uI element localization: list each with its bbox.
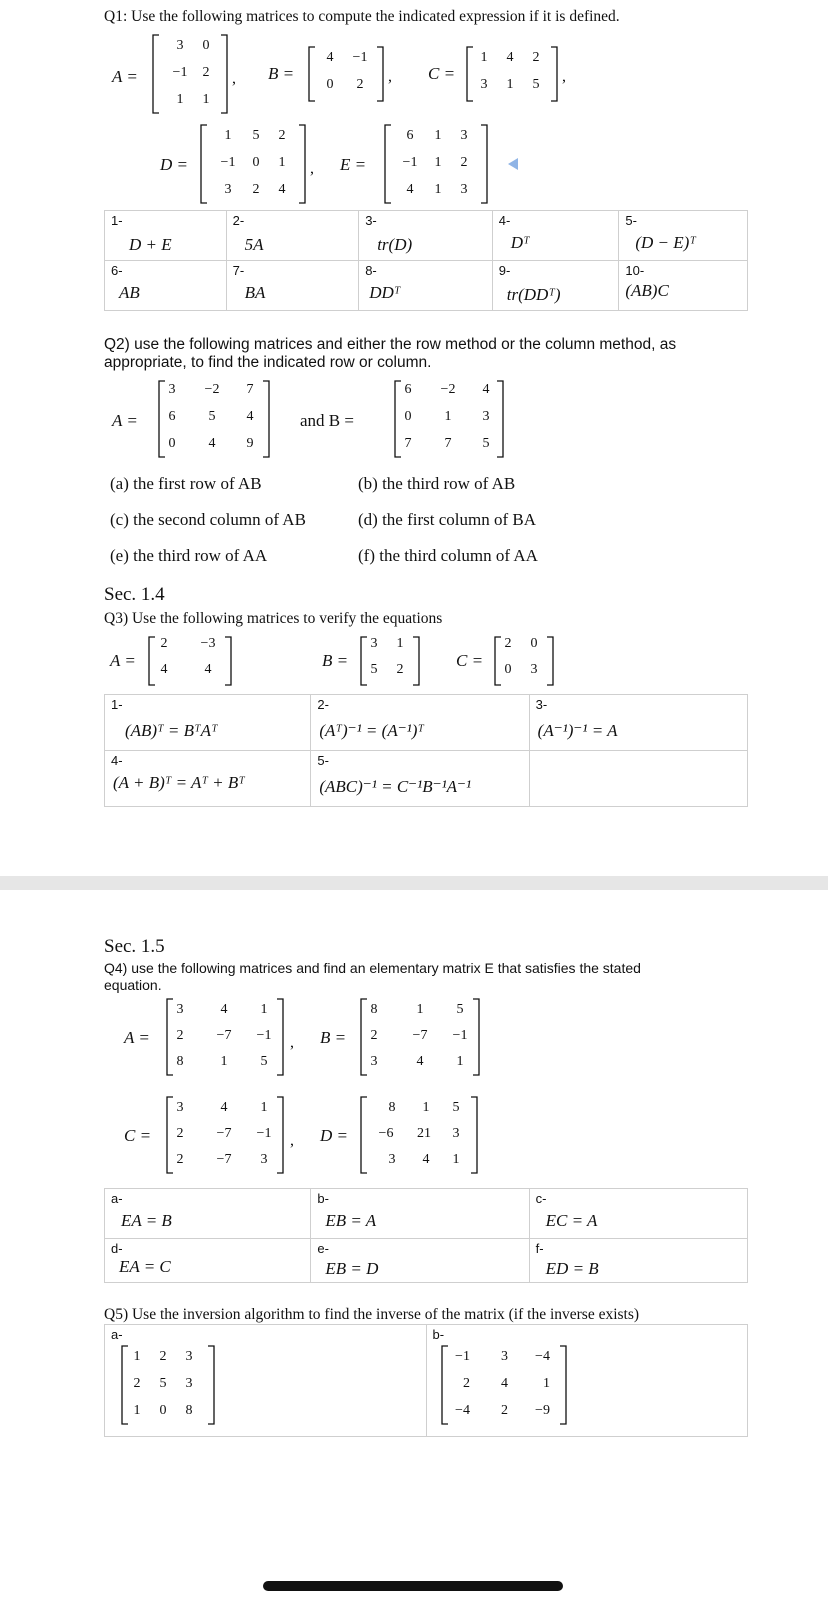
matrix-label: E =	[340, 155, 367, 174]
matrix-cell: 2	[370, 1028, 378, 1043]
matrix-cell: 4	[482, 382, 490, 397]
item-number: 3-	[535, 697, 548, 712]
matrix-cell: 8	[388, 1100, 396, 1115]
q2-title-line-2: appropriate, to find the indicated row or column.	[104, 354, 432, 371]
matrix-label: C =	[428, 64, 456, 83]
matrix-cell: 1	[224, 128, 232, 143]
matrix-label: D =	[320, 1126, 348, 1145]
sec15-heading: Sec. 1.5	[104, 936, 165, 957]
item-expression: AB	[119, 283, 140, 302]
q3-equation-table	[104, 694, 748, 807]
matrix-cell: 3	[480, 77, 488, 92]
item-expression: EA = C	[119, 1257, 171, 1276]
matrix-cell: 21	[417, 1126, 431, 1141]
matrix-cell: −1	[452, 1028, 468, 1043]
matrix-cell: 1	[434, 182, 442, 197]
matrix-cell: 2	[159, 1349, 167, 1364]
matrix-cell: 1	[434, 155, 442, 170]
matrix-cell: 2	[278, 128, 286, 143]
item-number: b-	[317, 1191, 329, 1206]
q2-part-a: (a) the first row of AB	[110, 474, 262, 493]
item-expression: (AB)C	[625, 281, 669, 300]
matrix-cell: 6	[406, 128, 414, 143]
matrix-cell: 1	[434, 128, 442, 143]
matrix-cell: 4	[208, 436, 216, 451]
matrix-cell: 3	[185, 1376, 193, 1391]
matrix-cell: 1	[278, 155, 286, 170]
item-number: 9-	[498, 263, 511, 278]
matrix-cell: 1	[456, 1054, 464, 1069]
matrix-cell: −2	[440, 382, 456, 397]
matrix-cell: 1	[176, 92, 184, 107]
q2-part-b: (b) the third row of AB	[358, 474, 516, 493]
item-number: d-	[111, 1241, 123, 1256]
matrix-cell: 3	[176, 38, 184, 53]
item-number: 5-	[317, 753, 329, 768]
matrix-cell: 4	[422, 1152, 430, 1167]
matrix-cell: 5	[532, 77, 540, 92]
q3-title: Q3) Use the following matrices to verify the equations	[104, 610, 443, 627]
matrix-label: C =	[456, 651, 484, 670]
item-expression: EB = A	[325, 1211, 377, 1230]
matrix-cell: 4	[406, 182, 414, 197]
matrix-label: and B =	[300, 411, 354, 430]
matrix-cell: −7	[412, 1028, 428, 1043]
matrix-cell: 1	[506, 77, 514, 92]
matrix-cell: 2	[252, 182, 260, 197]
matrix-cell: 2	[463, 1376, 470, 1391]
matrix-cell: 2	[356, 77, 364, 92]
matrix-label: A =	[110, 651, 136, 670]
matrix-cell: 5	[370, 662, 378, 677]
matrix-label: B =	[322, 651, 349, 670]
matrix-cell: −7	[216, 1126, 232, 1141]
matrix-label: A =	[112, 411, 138, 430]
blue-arrow-icon	[508, 158, 518, 170]
item-number: 4-	[111, 753, 123, 768]
item-number: 5-	[625, 213, 637, 228]
matrix-cell: 1	[480, 50, 488, 65]
matrix-cell: 7	[404, 436, 412, 451]
matrix-cell: 1	[133, 1349, 141, 1364]
matrix-cell: −1	[172, 65, 188, 80]
matrix-cell: −1	[220, 155, 236, 170]
item-expression: D + E	[129, 235, 172, 254]
matrix-cell: −4	[535, 1349, 550, 1364]
item-expression: ED = B	[545, 1259, 599, 1278]
item-number: b-	[432, 1327, 445, 1342]
matrix-cell: −9	[535, 1403, 550, 1418]
matrix-cell: 3	[260, 1152, 268, 1167]
item-number: c-	[535, 1191, 547, 1206]
matrix-label: A =	[124, 1028, 150, 1047]
matrix-cell: 3	[460, 182, 468, 197]
matrix-cell: −1	[455, 1349, 470, 1364]
matrix-cell: 2	[501, 1403, 508, 1418]
matrix-cell: 5	[159, 1376, 167, 1391]
matrix-cell: 2	[532, 50, 540, 65]
page-2: Sec. 1.5 Q4) use the following matrices and find an elementary matrix E that satisfies the stated equation. A = 3 4 1 2 −7 −1 8 1 5 , B = 8 1 5 2 −7 −1 3 4 1 C = 3 4 1 2 −7 −1 2 −7 3 , D = 8 1 5 −6 21 3 3 4 1 a- EA = B b- EB = A c- EC = A d- EA = C e- EB = D f- ED = B Q5) Use the inversion algorithm to find the inverse of the matrix (if the inverse exists) a- 1 2 3 2 5 3 1 0 8 b- −1 3 −4 2 4 1 −4 2 −9	[0, 890, 828, 1608]
matrix-cell: 1	[260, 1002, 268, 1017]
matrix-cell: 4	[160, 662, 168, 677]
matrix-cell: 4	[246, 409, 254, 424]
item-expression: EA = B	[121, 1211, 172, 1230]
matrix-label: C =	[124, 1126, 152, 1145]
matrix-cell: −1	[402, 155, 418, 170]
matrix-cell: 5	[260, 1054, 268, 1069]
matrix-cell: 1	[133, 1403, 141, 1418]
item-number: 2-	[317, 697, 329, 712]
matrix-cell: 8	[370, 1002, 378, 1017]
matrix-cell: 4	[278, 182, 286, 197]
q1-title: Q1: Use the following matrices to compute the indicated expression if it is defined.	[104, 8, 620, 25]
sec14-heading: Sec. 1.4	[104, 584, 165, 605]
matrix-cell: 4	[326, 50, 334, 65]
matrix-cell: 2	[504, 636, 512, 651]
matrix-cell: 2	[176, 1126, 184, 1141]
matrix-cell: 0	[326, 77, 334, 92]
item-expression: BA	[244, 283, 266, 302]
matrix-cell: 3	[482, 409, 490, 424]
matrix-cell: 1	[220, 1054, 228, 1069]
matrix-cell: 5	[452, 1100, 460, 1115]
q5-item-a	[105, 1325, 427, 1437]
matrix-cell: −1	[352, 50, 368, 65]
item-number: 1-	[111, 697, 123, 712]
matrix-cell: 3	[168, 382, 176, 397]
matrix-cell: 1	[416, 1002, 424, 1017]
matrix-cell: 3	[185, 1349, 193, 1364]
item-expression: EB = D	[325, 1259, 379, 1278]
matrix-cell: 5	[482, 436, 490, 451]
matrix-cell: 2	[133, 1376, 141, 1391]
item-expression: DDᵀ	[369, 283, 401, 302]
matrix-cell: 5	[456, 1002, 464, 1017]
matrix-cell: −6	[378, 1126, 394, 1141]
matrix-cell: 9	[246, 436, 254, 451]
item-number: a-	[111, 1191, 123, 1206]
matrix-cell: 1	[202, 92, 210, 107]
item-expression: EC = A	[545, 1211, 598, 1230]
matrix-cell: 8	[185, 1403, 193, 1418]
q2-title-line-1: Q2) use the following matrices and either the row method or the column method, as	[104, 336, 677, 353]
q5-item-b	[426, 1325, 748, 1437]
item-expression: tr(DDᵀ)	[506, 285, 561, 304]
q1-expression-table	[104, 210, 748, 311]
matrix-cell: 4	[416, 1054, 424, 1069]
matrix-cell: 5	[208, 409, 216, 424]
item-number: f-	[535, 1241, 544, 1256]
item-expression: (A⁻¹)⁻¹ = A	[537, 721, 618, 740]
matrix-cell: −2	[204, 382, 220, 397]
item-expression: 5A	[244, 235, 264, 254]
matrix-cell: 3	[176, 1002, 184, 1017]
item-number: 6-	[111, 263, 123, 278]
matrix-label: D =	[160, 155, 188, 174]
item-number: 10-	[625, 263, 645, 278]
matrix-cell: 7	[246, 382, 254, 397]
matrix-cell: −1	[256, 1126, 272, 1141]
q4-title-line-1: Q4) use the following matrices and find an elementary matrix E that satisfies the stated	[104, 960, 641, 976]
matrix-cell: 4	[506, 50, 514, 65]
item-expression: (ABC)⁻¹ = C⁻¹B⁻¹A⁻¹	[319, 777, 472, 796]
matrix-cell: 0	[159, 1403, 167, 1418]
page-1: Q1: Use the following matrices to compute the indicated expression if it is defined. A = 3 0 −1 2 1 1 , B = 4 −1 0 2 , C = 1 4 2 3 1 5 , D = 1 5 2 −1 0 1 3 2 4 , E = 6 1 3 −1 1 2 4 1 3 1- D + E 2- 5A 3- tr(D) 4- Dᵀ 5- (D − E)ᵀ 6- AB 7- BA 8- DDᵀ 9- tr(DDᵀ) 10- (AB)C Q2) use the following matrices and either the row method or the column method, as appropriate, to find the indicated row or column. A = 3 −2 7 6 5 4 0 4 9 and B = 6 −2 4 0 1 3 7 7 5 (a) the first row of AB (b) the third row of AB (c) the second column of AB (d) the first column of BA (e) the third row of AA (f) the third column of AA Sec. 1.4 Q3) Use the following matrices to verify the equations A = 2 −3 4 4 B = 3 1 5 2 C = 2 0 0 3 1- (AB)ᵀ = BᵀAᵀ 2- (Aᵀ)⁻¹ = (A⁻¹)ᵀ 3- (A⁻¹)⁻¹ = A 4- (A + B)ᵀ = Aᵀ + Bᵀ 5- (ABC)⁻¹ = C⁻¹B⁻¹A⁻¹	[0, 0, 828, 876]
item-number: 4-	[498, 213, 511, 228]
matrix-cell: −3	[200, 636, 216, 651]
item-number: 1-	[111, 213, 123, 228]
matrix-cell: 0	[168, 436, 176, 451]
matrix-cell: 6	[404, 382, 412, 397]
matrix-cell: −1	[256, 1028, 272, 1043]
matrix-cell: 4	[204, 662, 212, 677]
q2-part-e: (e) the third row of AA	[110, 546, 268, 565]
matrix-label: A =	[112, 67, 138, 86]
matrix-cell: 7	[444, 436, 452, 451]
matrix-cell: 0	[404, 409, 412, 424]
matrix-cell: 2	[460, 155, 468, 170]
matrix-cell: 1	[452, 1152, 460, 1167]
matrix-cell: 8	[176, 1054, 184, 1069]
matrix-cell: 3	[460, 128, 468, 143]
matrix-cell: 3	[452, 1126, 460, 1141]
item-number: e-	[317, 1241, 329, 1256]
matrix-cell: 4	[220, 1100, 228, 1115]
matrix-cell: 4	[220, 1002, 228, 1017]
matrix-cell: 3	[370, 1054, 378, 1069]
q2-part-c: (c) the second column of AB	[110, 510, 306, 529]
matrix-cell: 3	[370, 636, 378, 651]
matrix-cell: 3	[501, 1349, 508, 1364]
matrix-cell: 1	[396, 636, 404, 651]
q2-part-f: (f) the third column of AA	[358, 546, 538, 565]
matrix-cell: 1	[260, 1100, 268, 1115]
item-number: 2-	[232, 213, 245, 228]
q5-title: Q5) Use the inversion algorithm to find the inverse of the matrix (if the inverse exists)	[104, 1306, 640, 1323]
q2-part-d: (d) the first column of BA	[358, 510, 536, 529]
matrix-label: B =	[268, 64, 295, 83]
matrix-cell: 2	[202, 65, 210, 80]
matrix-cell: −7	[216, 1028, 232, 1043]
matrix-cell: 3	[530, 662, 538, 677]
matrix-cell: 2	[176, 1028, 184, 1043]
matrix-cell: 1	[543, 1376, 550, 1391]
item-number: 3-	[365, 213, 377, 228]
q5-matrix-table	[104, 1324, 748, 1437]
matrix-cell: −7	[216, 1152, 232, 1167]
item-expression: (Aᵀ)⁻¹ = (A⁻¹)ᵀ	[319, 721, 424, 740]
matrix-cell: 2	[160, 636, 168, 651]
item-expression: Dᵀ	[510, 233, 530, 252]
matrix-cell: 0	[202, 38, 210, 53]
item-expression: tr(D)	[377, 235, 413, 254]
item-number: a-	[111, 1327, 123, 1342]
matrix-cell: 4	[501, 1376, 508, 1391]
matrix-cell: 0	[504, 662, 512, 677]
matrix-cell: 2	[176, 1152, 184, 1167]
matrix-cell: 3	[176, 1100, 184, 1115]
matrix-cell: 2	[396, 662, 404, 677]
matrix-cell: 0	[530, 636, 538, 651]
item-expression: (D − E)ᵀ	[635, 233, 696, 252]
item-number: 7-	[232, 263, 245, 278]
item-expression: (A + B)ᵀ = Aᵀ + Bᵀ	[113, 773, 245, 792]
matrix-cell: −4	[455, 1403, 470, 1418]
item-number: 8-	[365, 263, 377, 278]
q4-title-line-2: equation.	[104, 977, 162, 993]
home-indicator[interactable]	[263, 1581, 563, 1591]
matrix-cell: 0	[252, 155, 260, 170]
matrix-cell: 3	[224, 182, 232, 197]
matrix-label: B =	[320, 1028, 347, 1047]
matrix-cell: 3	[388, 1152, 396, 1167]
item-expression: (AB)ᵀ = BᵀAᵀ	[125, 721, 218, 740]
matrix-cell: 1	[444, 409, 452, 424]
matrix-cell: 1	[422, 1100, 430, 1115]
matrix-cell: 5	[252, 128, 260, 143]
q4-equation-table	[104, 1188, 748, 1283]
matrix-cell: 6	[168, 409, 176, 424]
